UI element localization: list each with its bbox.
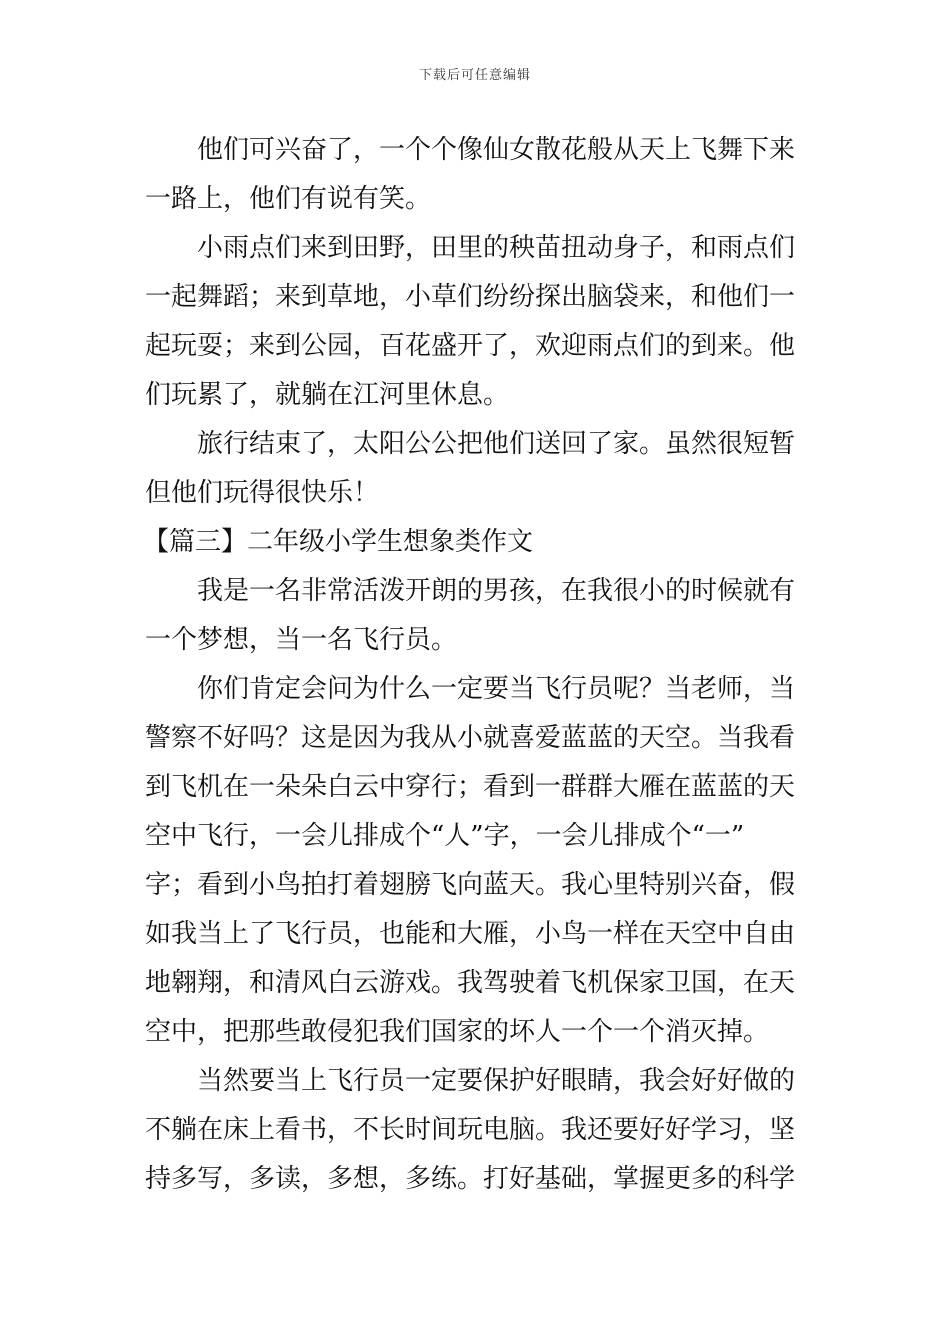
text-line: 旅行结束了，太阳公公把他们送回了家。虽然很短暂 xyxy=(197,429,796,459)
text-line: 起玩耍；来到公园，百花盛开了，欢迎雨点们的到来。他 xyxy=(145,331,796,361)
text-line: 到飞机在一朵朵白云中穿行；看到一群群大雁在蓝蓝的天 xyxy=(145,772,796,802)
text-line: 一起舞蹈；来到草地，小草们纷纷探出脑袋来，和他们一 xyxy=(145,282,796,312)
text-line: 字；看到小鸟拍打着翅膀飞向蓝天。我心里特别兴奋，假 xyxy=(145,870,796,900)
text-line: 警察不好吗？这是因为我从小就喜爱蓝蓝的天空。当我看 xyxy=(145,723,796,753)
text-line: 空中飞行，一会儿排成个“人”字，一会儿排成个“一” xyxy=(145,821,745,851)
page-header: 下载后可任意编辑 xyxy=(418,68,531,83)
text-line: 空中，把那些敢侵犯我们国家的坏人一个一个消灭掉。 xyxy=(145,1017,770,1047)
text-line: 你们肯定会问为什么一定要当飞行员呢？当老师，当 xyxy=(197,674,796,704)
text-line: 一路上，他们有说有笑。 xyxy=(145,184,432,214)
section-heading: 【篇三】二年级小学生想象类作文 xyxy=(143,527,534,557)
text-line: 不躺在床上看书，不长时间玩电脑。我还要好好学习，坚 xyxy=(145,1115,796,1145)
text-line: 小雨点们来到田野，田里的秧苗扭动身子，和雨点们 xyxy=(197,233,796,263)
text-line: 一个梦想，当一名飞行员。 xyxy=(145,625,458,655)
body-text xyxy=(145,126,810,1204)
text-line: 我是一名非常活泼开朗的男孩，在我很小的时候就有 xyxy=(197,576,796,606)
text-line: 当然要当上飞行员一定要保护好眼睛，我会好好做的 xyxy=(197,1066,796,1096)
text-line: 地翱翔，和清风白云游戏。我驾驶着飞机保家卫国，在天 xyxy=(145,968,796,998)
text-line: 如我当上了飞行员，也能和大雁，小鸟一样在天空中自由 xyxy=(145,919,796,949)
text-line: 他们可兴奋了，一个个像仙女散花般从天上飞舞下来 xyxy=(197,135,796,165)
text-line: 但他们玩得很快乐！ xyxy=(145,478,380,508)
text-line: 们玩累了，就躺在江河里休息。 xyxy=(145,380,510,410)
text-line: 持多写，多读，多想，多练。打好基础，掌握更多的科学 xyxy=(145,1164,796,1194)
